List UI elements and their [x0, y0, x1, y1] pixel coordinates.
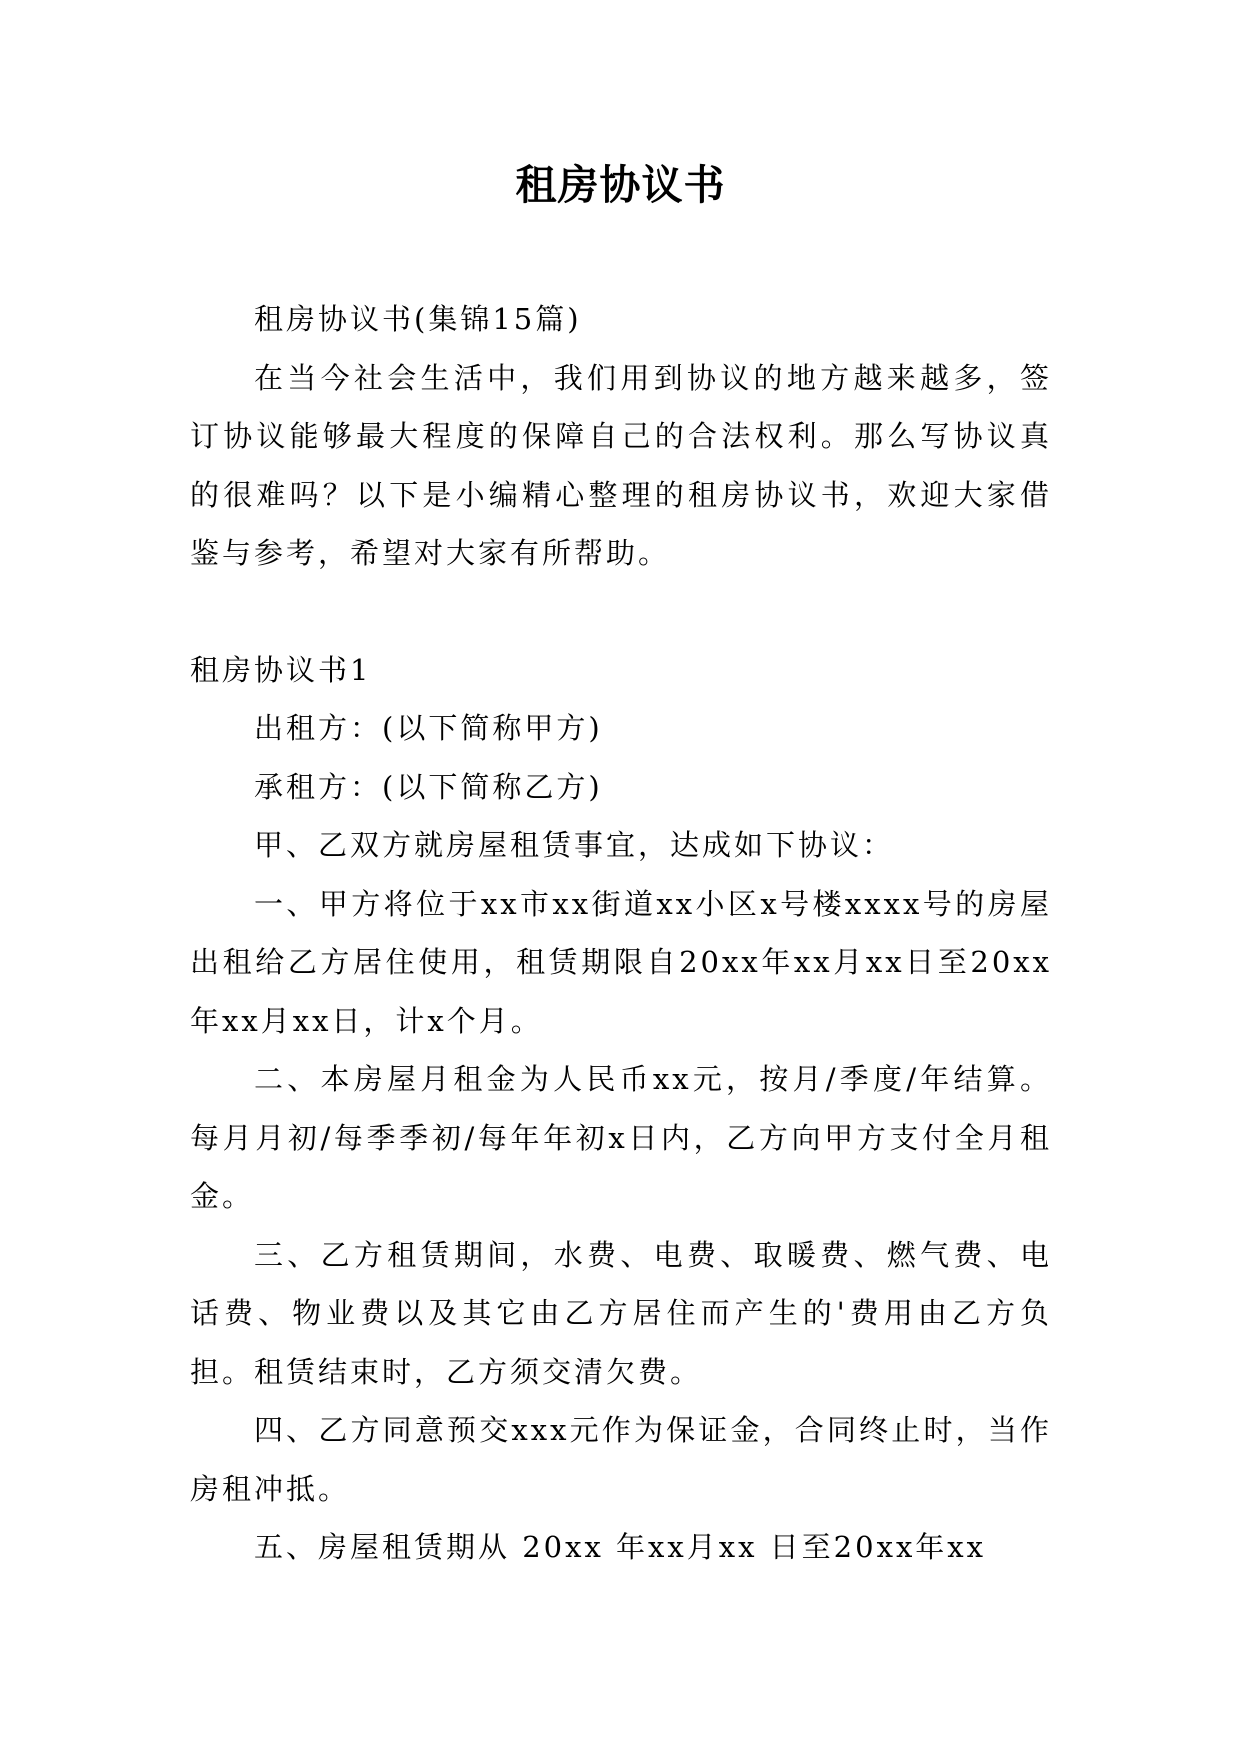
clause-3: 三、乙方租赁期间，水费、电费、取暖费、燃气费、电话费、物业费以及其它由乙方居住而产生的'费用由乙方负担。租赁结束时，乙方须交清欠费。 — [190, 1237, 1052, 1389]
clause-1: 一、甲方将位于xx市xx街道xx小区x号楼xxxx号的房屋出租给乙方居住使用，租赁期限自20xx年xx月xx日至20xx年xx月xx日，计x个月。 — [190, 886, 1052, 1038]
paragraph-spacer — [190, 583, 1052, 641]
document-subtitle: 租房协议书(集锦15篇) — [254, 302, 582, 336]
clause-4: 四、乙方同意预交xxx元作为保证金，合同终止时，当作房租冲抵。 — [190, 1413, 1052, 1506]
intro-paragraph: 在当今社会生活中，我们用到协议的地方越来越多，签订协议能够最大程度的保障自己的合法权利。那么写协议真的很难吗？以下是小编精心整理的租房协议书，欢迎大家借鉴与参考，希望对大家有所帮助。 — [190, 360, 1052, 570]
agreement-intro: 甲、乙双方就房屋租赁事宜，达成如下协议： — [254, 828, 895, 862]
lessee-line: 承租方：(以下简称乙方) — [254, 769, 603, 804]
lessor-line: 出租方：(以下简称甲方) — [254, 711, 603, 745]
document-title: 租房协议书 — [515, 161, 726, 209]
clause-5: 五、房屋租赁期从 20xx 年xx月xx 日至20xx年xx — [254, 1530, 987, 1564]
section-heading: 租房协议书1 — [190, 652, 372, 687]
clause-2: 二、本房屋月租金为人民币xx元，按月/季度/年结算。每月月初/每季季初/每年年初x日内，乙方向甲方支付全月租金。 — [190, 1062, 1052, 1213]
document-body — [190, 290, 1052, 1577]
